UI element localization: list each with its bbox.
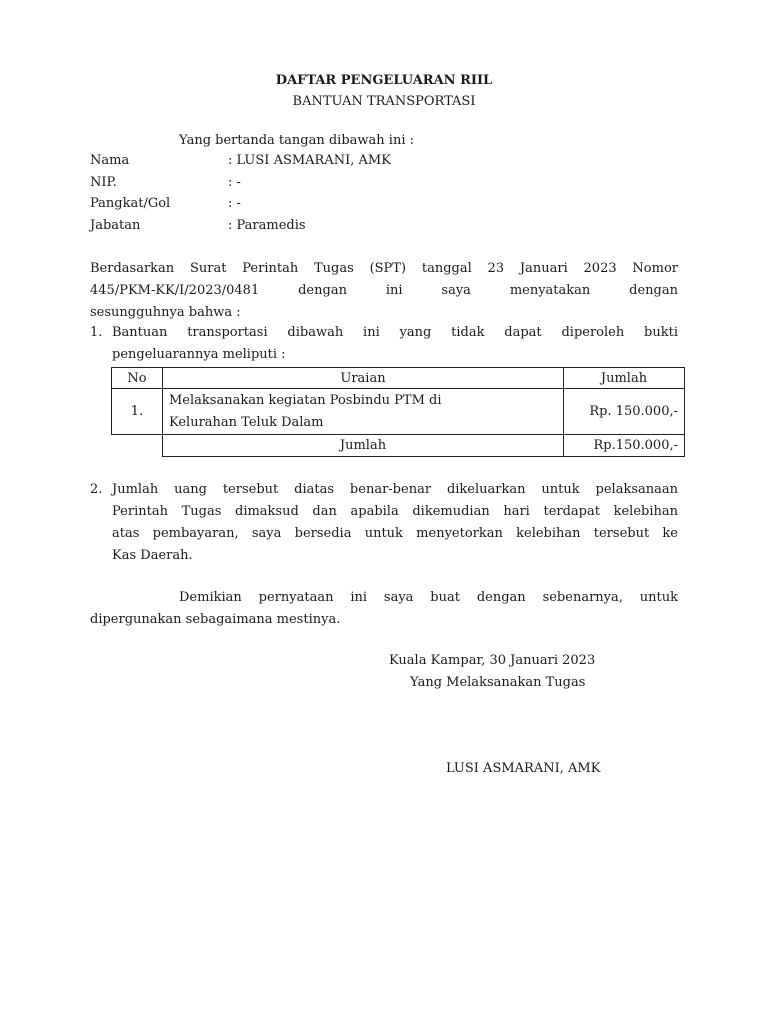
point-1-number: 1. — [90, 325, 103, 340]
total-amount: Rp.150.000,- — [564, 435, 685, 457]
identity-label-nip: NIP. — [90, 175, 117, 190]
identity-label-position: Jabatan — [90, 218, 141, 233]
header-desc: Uraian — [163, 368, 564, 389]
row-amount: Rp. 150.000,- — [564, 389, 685, 435]
table-row — [112, 389, 685, 435]
identity-value-rank: : - — [228, 196, 241, 211]
statement-paragraph — [90, 258, 678, 324]
statement-line-2: 445/PKM-KK/I/2023/0481 dengan ini saya menyatakan dengan — [90, 283, 678, 298]
header-no: No — [112, 368, 163, 389]
point-2-line-4: Kas Daerah. — [112, 548, 193, 563]
point-2-line-2: Perintah Tugas dimaksud dan apabila dikemudian hari terdapat kelebihan — [112, 504, 678, 519]
identity-value-position: : Paramedis — [228, 218, 306, 233]
point-1-line-1: Bantuan transportasi dibawah ini yang tidak dapat diperoleh bukti — [112, 325, 678, 340]
table-total-row — [112, 435, 685, 457]
identity-value-nip: : - — [228, 175, 241, 190]
row-desc-line-1: Melaksanakan kegiatan Posbindu PTM di — [169, 392, 442, 408]
row-no: 1. — [112, 389, 163, 435]
point-2-number: 2. — [90, 482, 103, 497]
table-header-row — [112, 368, 685, 389]
signature-role: Yang Melaksanakan Tugas — [410, 675, 586, 690]
intro-text: Yang bertanda tangan dibawah ini : — [179, 133, 414, 148]
signature-place-date: Kuala Kampar, 30 Januari 2023 — [389, 653, 596, 668]
document-subtitle: BANTUAN TRANSPORTASI — [292, 94, 476, 109]
identity-value-name: : LUSI ASMARANI, AMK — [228, 153, 391, 168]
closing-line-2: dipergunakan sebagaimana mestinya. — [90, 612, 341, 627]
statement-line-1: Berdasarkan Surat Perintah Tugas (SPT) tanggal 23 Januari 2023 Nomor — [90, 261, 678, 276]
row-desc — [163, 389, 564, 435]
identity-label-rank: Pangkat/Gol — [90, 196, 171, 211]
header-amount: Jumlah — [564, 368, 685, 389]
point-2-line-3: atas pembayaran, saya bersedia untuk menyetorkan kelebihan tersebut ke — [112, 526, 678, 541]
total-label: Jumlah — [163, 435, 564, 457]
document-title: DAFTAR PENGELUARAN RIIL — [275, 73, 493, 88]
identity-label-name: Nama — [90, 153, 130, 168]
row-desc-line-2: Kelurahan Teluk Dalam — [169, 414, 324, 430]
statement-line-3: sesungguhnya bahwa : — [90, 305, 241, 320]
closing-line-1: Demikian pernyataan ini saya buat dengan sebenarnya, untuk — [179, 590, 678, 605]
expense-table — [111, 367, 685, 457]
point-2-line-1: Jumlah uang tersebut diatas benar-benar dikeluarkan untuk pelaksanaan — [112, 482, 678, 497]
point-1-line-2: pengeluarannya meliputi : — [112, 347, 286, 362]
signature-name: LUSI ASMARANI, AMK — [446, 761, 601, 776]
